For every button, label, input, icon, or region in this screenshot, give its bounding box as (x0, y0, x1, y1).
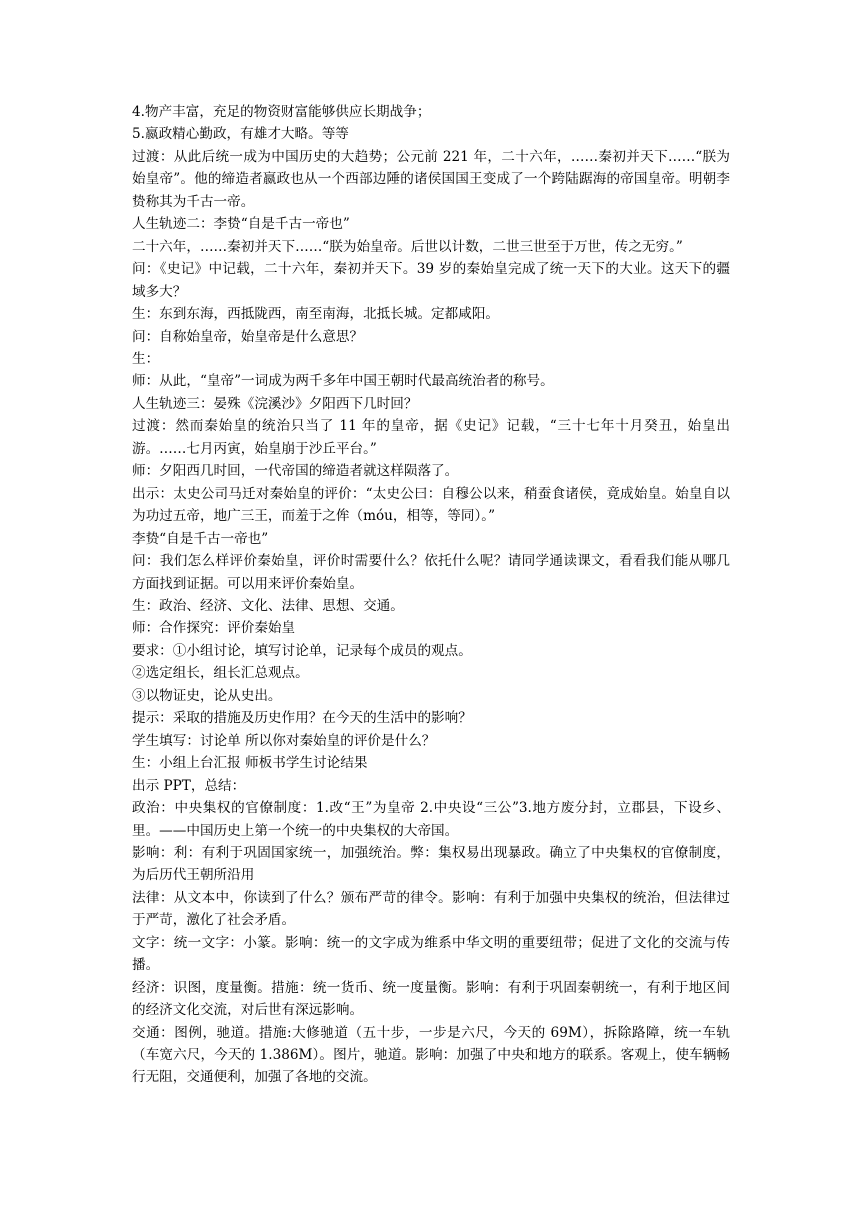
paragraph: 过渡：然而秦始皇的统治只当了 11 年的皇帝，据《史记》记载，“三十七年十月癸丑，始皇出游。……七月丙寅，始皇崩于沙丘平台。” (132, 418, 730, 457)
paragraph: 人生轨迹三：晏殊《浣溪沙》夕阳西下几时回？ (132, 395, 418, 412)
paragraph: 人生轨迹二：李贽“自是千古一帝也” (132, 216, 350, 233)
paragraph: 问：《史记》中记载，二十六年，秦初并天下。39 岁的秦始皇完成了统一天下的大业。这天下的疆域多大？ (132, 261, 730, 300)
paragraph: 问：我们怎么样评价秦始皇，评价时需要什么？依托什么呢？请同学通读课文，看看我们能从哪几方面找到证据。可以用来评价秦始皇。 (132, 553, 730, 592)
paragraph: 出示 PPT，总结： (132, 777, 246, 794)
paragraph: 李贽“自是千古一帝也” (132, 530, 269, 547)
paragraph: 5.嬴政精心勤政，有雄才大略。等等 (132, 126, 349, 143)
paragraph: ③以物证史，论从史出。 (132, 687, 282, 704)
paragraph: 提示：采取的措施及历史作用？在今天的生活中的影响？ (132, 710, 472, 727)
paragraph: 生：东到东海，西抵陇西，南至南海，北抵长城。定都咸阳。 (132, 306, 500, 323)
paragraph: 要求：①小组讨论，填写讨论单，记录每个成员的观点。 (132, 642, 472, 659)
paragraph: 生： (132, 350, 160, 367)
paragraph: 出示：太史公司马迁对秦始皇的评价：“太史公曰：自穆公以来，稍蚕食诸侯，竟成始皇。始皇自以为功过五帝，地广三王，而羞于之侔（móu，相等，等同）。” (132, 485, 730, 525)
paragraph: 生：小组上台汇报 师板书学生讨论结果 (132, 755, 368, 772)
paragraph: 4.物产丰富，充足的物资财富能够供应长期战争； (132, 104, 431, 120)
paragraph: 法律：从文本中，你读到了什么？颁布严苛的律令。影响：有利于加强中央集权的统治，但法律过于严苛，激化了社会矛盾。 (132, 889, 730, 929)
paragraph: 二十六年，……秦初并天下……“朕为始皇帝。后世以计数，二世三世至于万世，传之无穷。” (132, 238, 683, 255)
paragraph: 问：自称始皇帝，始皇帝是什么意思？ (132, 328, 364, 345)
paragraph: ②选定组长，组长汇总观点。 (132, 665, 309, 682)
document-body (132, 101, 730, 1089)
paragraph: 经济：识图，度量衡。措施：统一货币、统一度量衡。影响：有利于巩固秦朝统一，有利于地区间的经济文化交流，对后世有深远影响。 (132, 979, 730, 1019)
paragraph: 交通：图例，驰道。措施:大修驰道（五十步，一步是六尺，今天的 69M），拆除路障，统一车轨（车宽六尺，今天的 1.386M）。图片，驰道。影响：加强了中央和地方的联系。客观上，使车辆畅行无阻，交通便利，加强了各地的交流。 (132, 1024, 730, 1086)
paragraph: 学生填写：讨论单 所以你对秦始皇的评价是什么？ (132, 732, 436, 749)
paragraph: 文字：统一文字：小篆。影响：统一的文字成为维系中华文明的重要纽带；促进了文化的交流与传播。 (132, 934, 730, 974)
paragraph: 师：从此，“皇帝”一词成为两千多年中国王朝时代最高统治者的称号。 (132, 373, 554, 390)
paragraph: 影响：利：有利于巩固国家统一，加强统治。弊：集权易出现暴政。确立了中央集权的官僚制度，为后历代王朝所沿用 (132, 844, 730, 884)
paragraph: 政治：中央集权的官僚制度：1.改“王”为皇帝 2.中央设“三公”3.地方废分封，立郡县，下设乡、里。——中国历史上第一个统一的中央集权的大帝国。 (132, 800, 730, 839)
paragraph: 师：夕阳西几时回，一代帝国的缔造者就这样陨落了。 (132, 463, 459, 480)
paragraph: 师：合作探究：评价秦始皇 (132, 620, 296, 637)
paragraph: 过渡：从此后统一成为中国历史的大趋势；公元前 221 年，二十六年，……秦初并天下……“朕为始皇帝”。他的缔造者嬴政也从一个西部边陲的诸侯国国王变成了一个跨陆踞海的帝国皇帝。明朝李贽称其为千古一帝。 (132, 148, 730, 210)
paragraph: 生：政治、经济、文化、法律、思想、交通。 (132, 597, 404, 614)
